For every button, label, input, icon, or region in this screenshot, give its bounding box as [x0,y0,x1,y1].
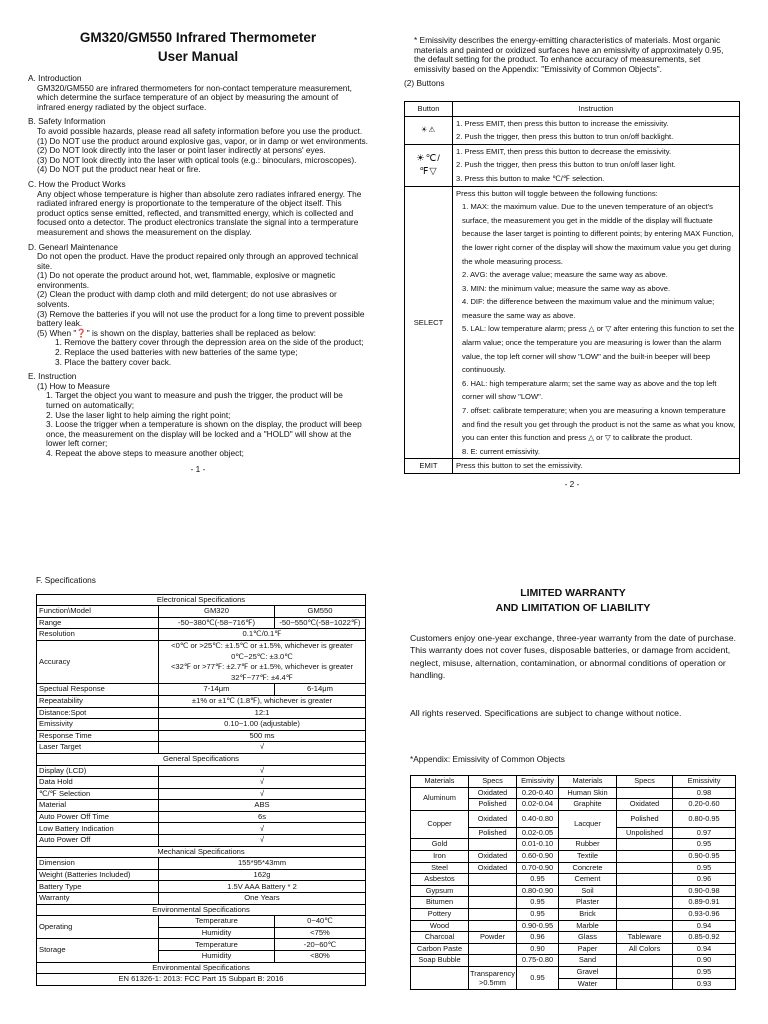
laser-down-button-icon: ☀℃/℉▽ [405,144,453,186]
table-cell: Pottery [411,909,469,921]
section-heading: D. Genearl Maintenance [28,241,118,252]
table-header-row [411,776,736,788]
table-cell: Asbestos [411,874,469,886]
backlight-up-button-icon: ☀⚠ [405,116,453,144]
manual-page-3 [36,576,366,1024]
table-row [37,606,366,618]
table-cell: Distance:Spot [37,707,159,719]
table-cell: <0℃ or >25℃: ±1.5℃ or ±1.5%, whichever is greater 0℃~25℃: ±3.0℃ <32℉ or >77℉: ±2.7℉ or ±1.5%, whichever is greater 32℉~77℉: ±4.4℉ [159,640,366,683]
table-row [37,869,366,881]
table-section-header: General Specifications [37,753,366,765]
table-cell: Repeatability [37,695,159,707]
table-cell: Cement [559,874,617,886]
table-row [411,897,736,909]
table-row [37,893,366,905]
column-header: Button [405,101,453,116]
table-cell: 0.40-0.80 [517,810,559,827]
table-row [37,881,366,893]
table-cell [469,885,517,897]
page-number: - 1 - [190,463,206,474]
table-cell: -50~550℃(-58~1022℉) [275,617,366,629]
section-heading: A. Introduction [28,73,82,83]
select-button-label: SELECT [405,186,453,459]
table-cell [617,897,673,909]
table-cell: ABS [159,800,366,812]
instruction-cell: Press this button will toggle between the following functions: 1. MAX: the maximum value. Due to the uneven temperature of an object's surface, the measurement you get in the middle of the display will fluctuate because the laser target is pointing to different points; by entering MAX Function, the lower right corner of the display will show the maximum value you get during the whole measuring process. 2. AVG: the average value; measure the same way as above. 3. MIN: the minimum value; measure the same way as above. 4. DIF: the difference between the maximum value and the minimum value; measure the same way as above. 5. LAL: low temperature alarm; press △ or ▽ after entering this function to set the alarm value; once the temperature you are measuring is lower than the alarm value, the top left corner will show "LOW" and the built-in beeper will beep continuously. 6. HAL: high temperature alarm; set the same way as above and the top left corner will show "LOW". 7. offset: calibrate temperature; when you are measuring a known temperature and find the result you get through the product is not the same as what you know, you can enter this function and press △ or ▽ to calibrate the product. 8. E: current emissivity. [453,186,740,459]
table-row [405,144,740,186]
table-cell: Plaster [559,897,617,909]
table-cell: √ [159,835,366,847]
table-cell: Rubber [559,839,617,851]
list-item: 3. Loose the trigger when a temperature is shown on the display, the product will beep once, the measurement on the display will be locked and a "HOLD" will show at the lower left corner; [46,419,362,449]
table-row [411,885,736,897]
table-cell: 0.90 [517,943,559,955]
table-section-header: Environmental Specifications [37,904,366,916]
table-cell: Material [37,800,159,812]
table-cell: Polished [469,799,517,811]
table-row [37,742,366,754]
table-cell: Aluminum [411,787,469,810]
table-row [37,640,366,683]
table-cell [617,978,673,990]
table-cell [617,920,673,932]
table-cell [617,885,673,897]
table-cell: Warranty [37,893,159,905]
table-cell [411,966,469,989]
table-cell: Laser Target [37,742,159,754]
table-cell: ℃/℉ Selection [37,788,159,800]
table-cell: 0.90-0.98 [673,885,736,897]
table-cell: 0.10~1.00 (adjustable) [159,719,366,731]
table-header-row [405,101,740,116]
table-cell: Gypsum [411,885,469,897]
table-cell: 0.96 [517,932,559,944]
table-cell: Gravel [559,966,617,978]
list-item: 2. Replace the used batteries with new batteries of the same type; [55,347,298,358]
table-cell [617,851,673,863]
table-cell: 0.20-0.60 [673,799,736,811]
table-cell: 0.94 [673,943,736,955]
paragraph: Do not open the product. Have the product repaired only through an approved technical site. [37,251,359,271]
table-cell [469,839,517,851]
list-item: (2) Clean the product with damp cloth and mild detergent; do not use abrasives or solvents. [37,289,337,310]
table-row [411,839,736,851]
table-row [37,695,366,707]
table-row [405,186,740,459]
instruction-cell: 1. Press EMIT, then press this button to increase the emissivity. 2. Push the trigger, then press this button to trun on/off backlight. [453,116,740,144]
table-cell: Steel [411,862,469,874]
table-cell: 0.80-0.90 [517,885,559,897]
buttons-table [404,101,740,474]
list-item: (4) Do NOT put the product near heat or fire. [37,164,201,175]
table-cell: Operating [37,916,159,939]
emit-button-label: EMIT [405,459,453,474]
table-row [37,788,366,800]
table-cell: Bitumen [411,897,469,909]
table-row [411,943,736,955]
table-cell: Sand [559,955,617,967]
table-section-header: Electronical Specifications [37,594,366,606]
table-cell: 0.90-0.95 [517,920,559,932]
table-cell: Graphite [559,799,617,811]
table-cell: Specs [469,776,517,788]
table-cell: Emissivity [673,776,736,788]
table-row [37,974,366,986]
table-cell: Powder [469,932,517,944]
table-cell: Wood [411,920,469,932]
table-cell: Tableware [617,932,673,944]
table-cell: Display (LCD) [37,765,159,777]
table-cell: Oxidated [469,810,517,827]
list-item: (3) Remove the batteries if you will not use the product for a long time to prevent possible battery leak. [37,308,365,329]
table-row [37,765,366,777]
table-cell: ±1% or ±1℃ (1.8℉), whichever is greater [159,695,366,707]
table-cell: Temperature [159,939,275,951]
table-cell: 0.93-0.96 [673,909,736,921]
instruction-cell: 1. Press EMIT, then press this button to decrease the emissivity. 2. Push the trigger, then press this button to trun on/off laser light. 3. Press this button to make ℃/℉ selection. [453,144,740,186]
list-item: 3. Place the battery cover back. [55,356,172,367]
list-item: 1. Target the object you want to measure and push the trigger, the product will be turned on automatically; [46,390,343,410]
table-cell: 0.95 [517,874,559,886]
section-instruction [28,372,368,458]
table-cell [469,943,517,955]
table-cell: Marble [559,920,617,932]
appendix-heading: *Appendix: Emissivity of Common Objects [410,754,565,765]
table-row [37,684,366,696]
table-cell: One Years [159,893,366,905]
table-row [37,629,366,641]
table-cell: Dimension [37,858,159,870]
table-cell: 0.95 [517,966,559,989]
list-item: 4. Repeat the above steps to measure another object; [46,447,244,458]
table-cell: 0.93 [673,978,736,990]
table-row [37,835,366,847]
paragraph: GM320/GM550 are infrared thermometers for non-contact temperature measurement, which determine the surface temperature of an object by measuring the amount of infrared energy radiated by the object surface. [37,82,352,112]
table-cell: Polished [469,827,517,839]
table-cell: Textile [559,851,617,863]
table-cell: 0.95 [517,897,559,909]
table-cell: Oxidated [469,787,517,799]
table-cell: 0.90 [673,955,736,967]
table-cell: 0.95 [673,966,736,978]
table-row [411,920,736,932]
table-section-header: Environmental Specifications [37,962,366,974]
table-cell: Carbon Paste [411,943,469,955]
table-cell: Humidity [159,927,275,939]
table-cell: 0.02-0.04 [517,799,559,811]
table-cell: Oxidated [469,851,517,863]
table-row [37,617,366,629]
section-heading: F. Specifications [36,576,96,585]
list-item: (2) Do NOT look directly into the laser or point laser indirectly at persons' eyes. [37,145,326,156]
list-item: 1. Remove the battery cover through the depression area on the side of the product; [55,337,364,348]
table-cell: 0~40℃ [275,916,366,928]
table-cell: Auto Power Off [37,835,159,847]
table-cell: <80% [275,951,366,963]
table-cell: 0.01-0.10 [517,839,559,851]
table-cell: Humidity [159,951,275,963]
subsection-heading: (1) How to Measure [37,380,110,391]
table-cell: 0.1℃/0.1℉ [159,629,366,641]
table-cell: Polished [617,810,673,827]
list-item: (1) Do NOT use the product around explosive gas, vapor, or in damp or wet environments. [37,135,368,146]
table-cell [469,920,517,932]
table-cell: Paper [559,943,617,955]
table-row [411,909,736,921]
warranty-text: Customers enjoy one-year exchange, three-year warranty from the date of purchase. This warranty does not cover fuses, disposable batteries, or damage from accident, neglect, misuse, alternation, contamination, or abnormal conditions of operation or handling. [410,633,736,680]
table-cell [469,897,517,909]
table-row [411,787,736,799]
table-cell: 12:1 [159,707,366,719]
table-cell: 155*95*43mm [159,858,366,870]
emissivity-table [410,775,736,990]
table-cell [617,862,673,874]
table-cell: -20~60℃ [275,939,366,951]
specifications-table [36,594,366,986]
list-item: (3) Do NOT look directly into the laser with optical tools (e.g.: binoculars, microscopes). [37,154,357,165]
warranty-title: LIMITED WARRANTY AND LIMITATION OF LIABILITY [495,587,651,614]
table-section-header: Mechanical Specifications [37,846,366,858]
table-cell: Concrete [559,862,617,874]
table-cell: -50~380℃(-58~716℉) [159,617,275,629]
table-cell: Data Hold [37,777,159,789]
table-cell: 0.02-0.05 [517,827,559,839]
table-cell: Iron [411,851,469,863]
table-cell [617,955,673,967]
table-cell [469,874,517,886]
section-maintenance [28,243,368,368]
table-row [37,823,366,835]
table-row [37,730,366,742]
table-cell: Materials [559,776,617,788]
table-cell: Unpolished [617,827,673,839]
table-cell [617,909,673,921]
table-row [411,874,736,886]
list-item: (1) Do not operate the product around hot, wet, flammable, explosive or magnetic environments. [37,270,336,290]
table-cell: √ [159,823,366,835]
table-cell: 0.95 [673,862,736,874]
instruction-cell: Press this button to set the emissivity. [453,459,740,474]
table-row [37,707,366,719]
manual-page-2 [404,36,740,536]
table-row [37,858,366,870]
table-cell: Temperature [159,916,275,928]
table-row [411,851,736,863]
table-row [411,810,736,827]
manual-page-1 [28,28,368,538]
table-row [37,777,366,789]
table-cell: Low Battery Indication [37,823,159,835]
table-row [411,862,736,874]
table-row [37,939,366,951]
table-cell [617,787,673,799]
table-cell: 0.75-0.80 [517,955,559,967]
table-cell: Range [37,617,159,629]
table-cell: Storage [37,939,159,962]
table-cell [469,955,517,967]
manual-page-4 [410,586,736,1024]
table-cell: 0.97 [673,827,736,839]
manual-title: GM320/GM550 Infrared Thermometer User Manual [79,30,317,64]
table-cell: 0.80-0.95 [673,810,736,827]
page-number: - 2 - [564,479,580,489]
table-cell: Glass [559,932,617,944]
table-cell: Soap Bubble [411,955,469,967]
table-cell: 6-14μm [275,684,366,696]
table-row [411,955,736,967]
table-cell: √ [159,742,366,754]
table-cell [617,839,673,851]
subsection-heading: (2) Buttons [404,78,445,89]
table-cell: 6s [159,811,366,823]
table-cell: 0.98 [673,787,736,799]
list-item: (5) When "❓" is shown on the display, batteries shall be replaced as below: [37,327,316,338]
table-row [37,719,366,731]
table-cell: 1.5V AAA Battery * 2 [159,881,366,893]
table-cell: Resolution [37,629,159,641]
battery-steps [28,338,368,367]
table-cell: EN 61326-1: 2013: FCC Part 15 Subpart B: 2016 [37,974,366,986]
table-cell: Transparency >0.5mm [469,966,517,989]
table-row [411,966,736,978]
table-cell: Emissivity [37,719,159,731]
table-cell: Response Time [37,730,159,742]
rights-text: All rights reserved. Specifications are subject to change without notice. [410,708,682,719]
table-cell [617,966,673,978]
table-cell: Specs [617,776,673,788]
table-cell [617,874,673,886]
table-cell: 162g [159,869,366,881]
table-cell: 0.94 [673,920,736,932]
section-introduction [28,74,368,112]
table-cell: Auto Power Off Time [37,811,159,823]
table-cell: 0.96 [673,874,736,886]
table-cell: 7-14μm [159,684,275,696]
table-cell: 0.85-0.92 [673,932,736,944]
table-row [37,811,366,823]
table-cell: 0.90-0.95 [673,851,736,863]
table-cell: Materials [411,776,469,788]
table-cell: √ [159,777,366,789]
table-cell: Oxidated [617,799,673,811]
section-heading: E. Instruction [28,371,77,382]
table-cell: 0.95 [673,839,736,851]
list-item: 2. Use the laser light to help aiming the right point; [46,409,231,420]
table-cell: Lacquer [559,810,617,839]
table-row [37,916,366,928]
table-cell: Spectual Response [37,684,159,696]
emissivity-note: * Emissivity describes the energy-emitting characteristics of materials. Most organic materials and painted or oxidized surfaces have an emissivity of approximately 0.95, the default setting for the product. To enhance accuracy of measurements, set emissivity based on the Appendix: "Emissivity of Common Objects". [414,36,724,74]
maintenance-list [28,271,368,338]
table-cell: Copper [411,810,469,839]
table-cell: Soil [559,885,617,897]
section-heading: C. How the Product Works [28,178,126,189]
table-cell: GM320 [159,606,275,618]
table-cell: 0.20-0.40 [517,787,559,799]
table-cell: 500 ms [159,730,366,742]
table-cell: √ [159,788,366,800]
section-safety [28,117,368,175]
table-cell: Gold [411,839,469,851]
table-cell: GM550 [275,606,366,618]
table-cell: Function\Model [37,606,159,618]
table-cell: Water [559,978,617,990]
paragraph: Any object whose temperature is higher than absolute zero radiates infrared energy. The radiated infrared energy is proportionate to the temperature of the object itself. This product optics sense emitted, reflected, and transmitted energy, which is collected and focused onto a detector. The product electronics translate the signal into a termperature measurement and shows the measurement on the display. [37,188,362,237]
paragraph: To avoid possible hazards, please read all safety information before you use the product. [37,125,363,136]
table-cell: 0.89-0.91 [673,897,736,909]
table-row [411,932,736,944]
table-cell: 0.60-0.90 [517,851,559,863]
column-header: Instruction [453,101,740,116]
table-cell: Accuracy [37,640,159,683]
measure-steps [28,391,368,458]
table-cell: Battery Type [37,881,159,893]
section-how-it-works [28,180,368,238]
table-cell: Charcoal [411,932,469,944]
table-row [405,459,740,474]
table-cell: 0.95 [517,909,559,921]
table-cell: √ [159,765,366,777]
table-cell: Weight (Batteries Included) [37,869,159,881]
section-heading: B. Safety Information [28,116,106,127]
safety-list [28,137,368,175]
table-cell: All Colors [617,943,673,955]
table-row [405,116,740,144]
table-cell: <75% [275,927,366,939]
table-cell: Brick [559,909,617,921]
table-cell [469,909,517,921]
table-cell: 0.70-0.90 [517,862,559,874]
table-cell: Oxidated [469,862,517,874]
table-cell: Human Skin [559,787,617,799]
table-cell: Emissivity [517,776,559,788]
table-row [37,800,366,812]
